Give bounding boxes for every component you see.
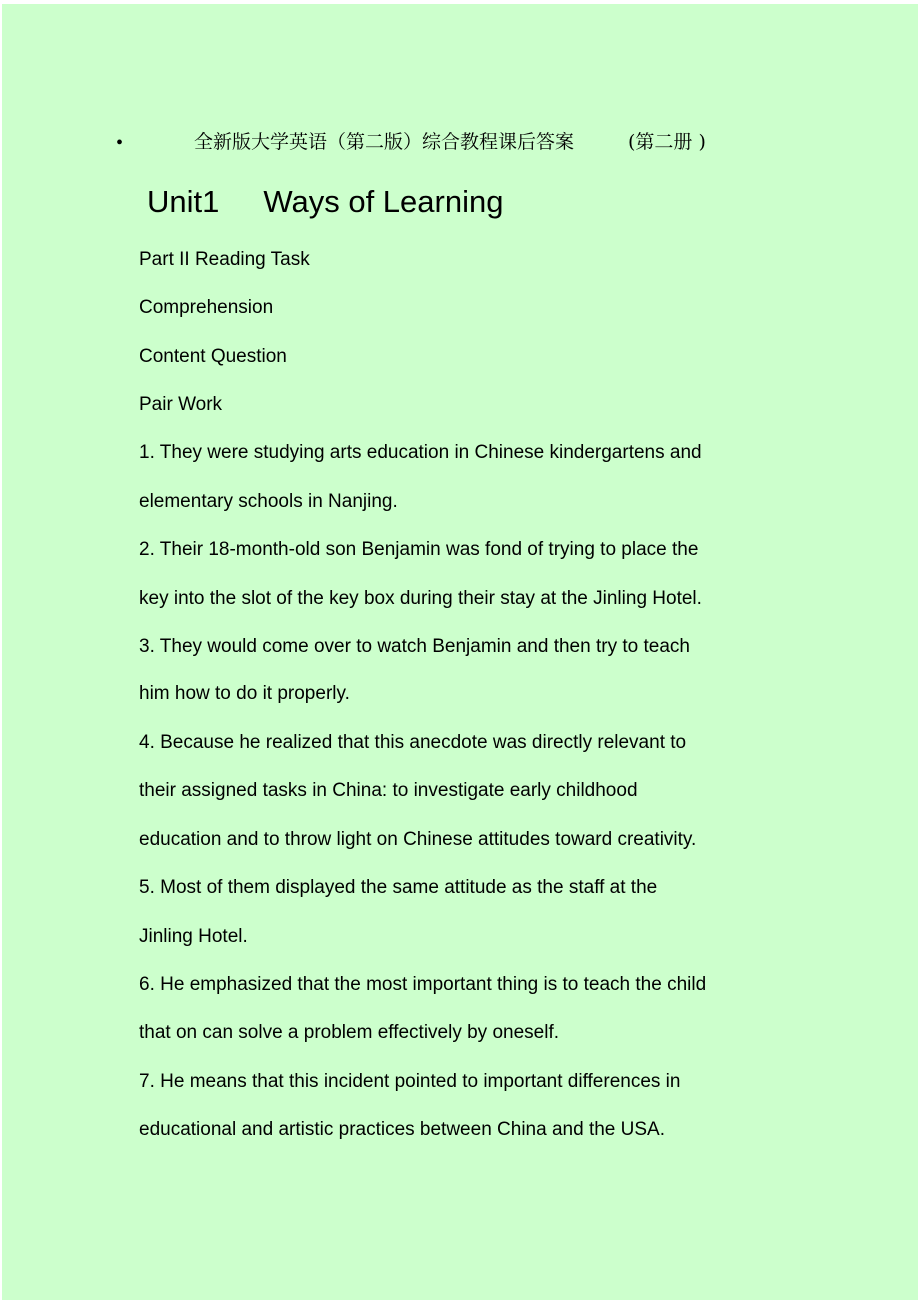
- section-heading-content-question: Content Question: [139, 346, 287, 367]
- answer-line: key into the slot of the key box during their stay at the Jinling Hotel.: [139, 588, 702, 609]
- answer-line: 1. They were studying arts education in Chinese kindergartens and: [139, 442, 702, 463]
- answer-line: 6. He emphasized that the most important thing is to teach the child: [139, 974, 707, 995]
- answer-line: that on can solve a problem effectively by oneself.: [139, 1022, 560, 1043]
- section-heading-part: Part II Reading Task: [139, 249, 310, 270]
- unit-number: Unit1: [147, 184, 220, 219]
- answer-line: 5. Most of them displayed the same attitude as the staff at the: [139, 877, 658, 898]
- answer-line: 4. Because he realized that this anecdote was directly relevant to: [139, 732, 687, 753]
- answer-line: 2. Their 18-month-old son Benjamin was fond of trying to place the: [139, 539, 699, 560]
- answer-line: 3. They would come over to watch Benjamin and then try to teach: [139, 636, 690, 657]
- document-title-cn: 全新版大学英语（第二版）综合教程课后答案: [194, 131, 575, 153]
- section-heading-comprehension: Comprehension: [139, 297, 274, 318]
- unit-heading: [147, 184, 503, 220]
- answer-line: him how to do it properly.: [139, 683, 350, 704]
- answer-line: education and to throw light on Chinese attitudes toward creativity.: [139, 829, 697, 850]
- answer-line: elementary schools in Nanjing.: [139, 491, 398, 512]
- answer-line: their assigned tasks in China: to investigate early childhood: [139, 780, 638, 801]
- answer-line: 7. He means that this incident pointed to important differences in: [139, 1071, 681, 1092]
- answer-line: educational and artistic practices between China and the USA.: [139, 1119, 665, 1140]
- section-heading-pair-work: Pair Work: [139, 394, 223, 415]
- answer-line: Jinling Hotel.: [139, 926, 248, 947]
- volume-label: (第二册 ): [628, 131, 706, 153]
- list-bullet: •: [116, 132, 124, 154]
- unit-title: Ways of Learning: [263, 184, 504, 219]
